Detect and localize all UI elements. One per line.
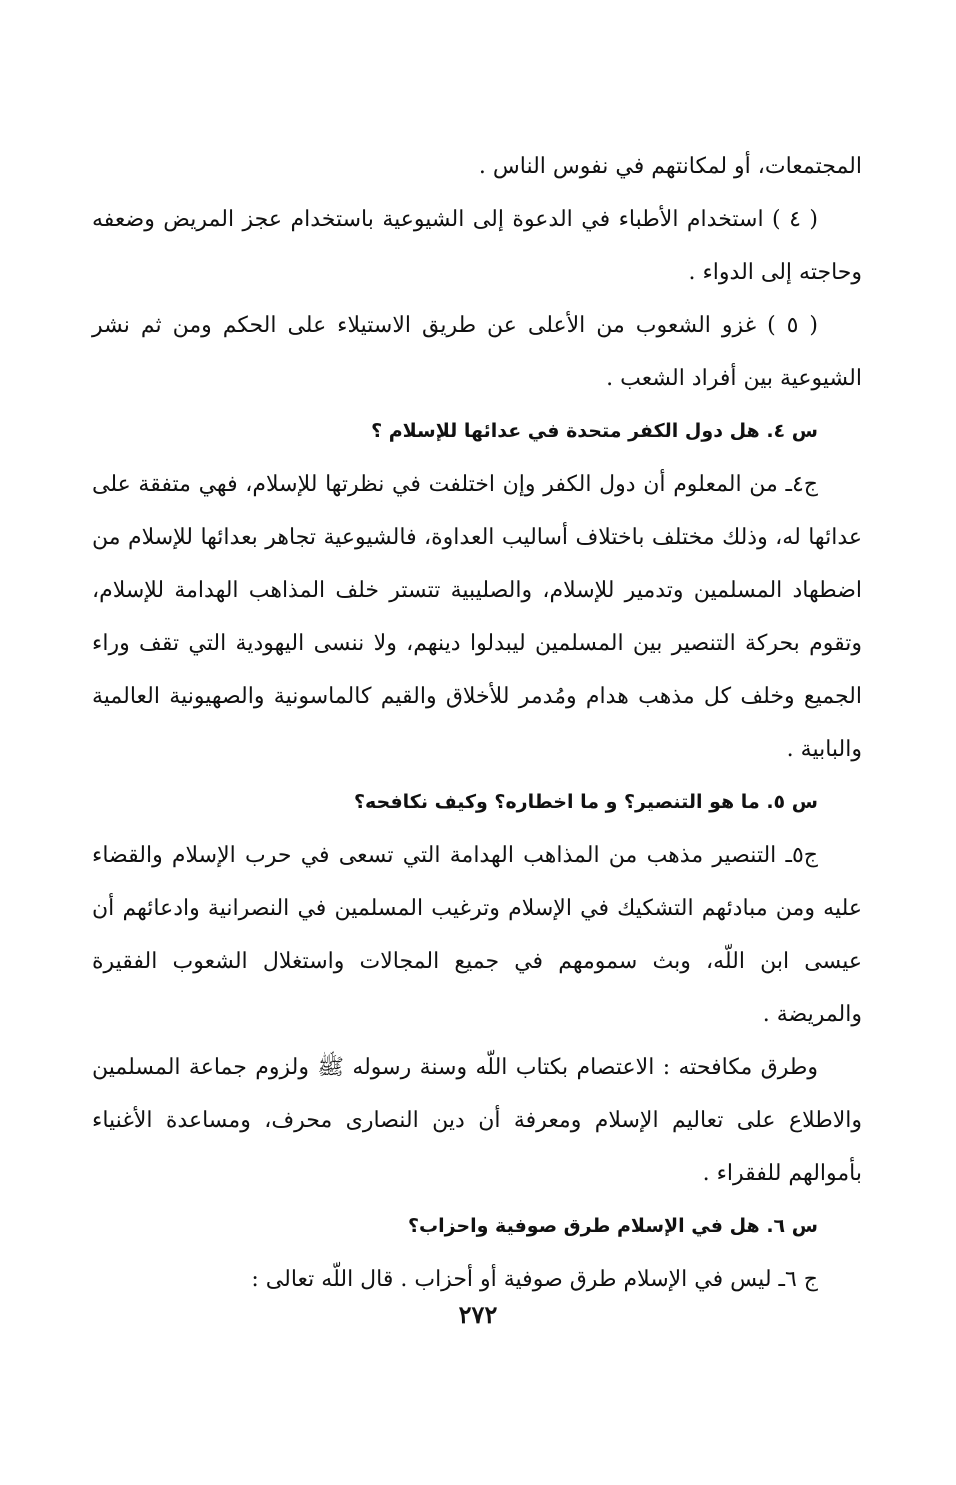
answer-5-remedies-paragraph: وطرق مكافحته : الاعتصام بكتاب اللّه وسنة رسوله ﷺ ولزوم جماعة المسلمين والاطلاع على تعاليم الإسلام ومعرفة أن دين النصارى محرف، ومساعدة الأغنياء بأموالهم للفقراء . [92,1055,862,1186]
paragraph-intro-continuation: المجتمعات، أو لمكانتهم في نفوس الناس . [478,154,862,179]
answer-4-paragraph: ج٤ـ من المعلوم أن دول الكفر وإن اختلفت في نظرتها للإسلام، فهي متفقة على عدائها له، وذلك مختلف باختلاف أساليب العداوة، فالشيوعية تجاهر بعدائها للإسلام من اضطهاد المسلمين وتدمير للإسلام، والصليبية تتستر خلف المذاهب الهدامة للإسلام، وتقوم بحركة التنصير بين المسلمين ليبدلوا دينهم، ولا ننسى اليهودية التي تقف وراء الجميع وخلف كل مذهب هدام ومُدمر للأخلاق والقيم كالماسونية والصهيونية العالمية والبابية . [92,472,862,762]
paragraph-item-5: ( ٥ ) غزو الشعوب من الأعلى عن طريق الاستيلاء على الحكم ومن ثم نشر الشيوعية بين أفراد الشعب . [92,313,862,391]
page-body [92,140,862,1306]
question-6-heading: س ٦. هل في الإسلام طرق صوفية واحزاب؟ [407,1215,818,1237]
answer-6-paragraph: ج ٦ـ ليس في الإسلام طرق صوفية أو أحزاب . قال اللّه تعالى : [251,1267,818,1292]
paragraph-item-4: ( ٤ ) استخدام الأطباء في الدعوة إلى الشيوعية باستخدام عجز المريض وضعفه وحاجته إلى الدواء . [92,207,862,285]
question-5-heading: س ٥. ما هو التنصير؟ و ما اخطاره؟ وكيف نكافحه؟ [353,791,818,813]
answer-5-paragraph: ج٥ـ التنصير مذهب من المذاهب الهدامة التي تسعى في حرب الإسلام والقضاء عليه ومن مبادئهم التشكيك في الإسلام وترغيب المسلمين في النصرانية وادعائهم أن عيسى ابن اللّه، وبث سمومهم في جميع المجالات واستغلال الشعوب الفقيرة والمريضة . [92,843,862,1027]
page-number: ٢٧٢ [458,1300,498,1329]
question-4-heading: س ٤. هل دول الكفر متحدة في عدائها للإسلام ؟ [371,420,818,442]
